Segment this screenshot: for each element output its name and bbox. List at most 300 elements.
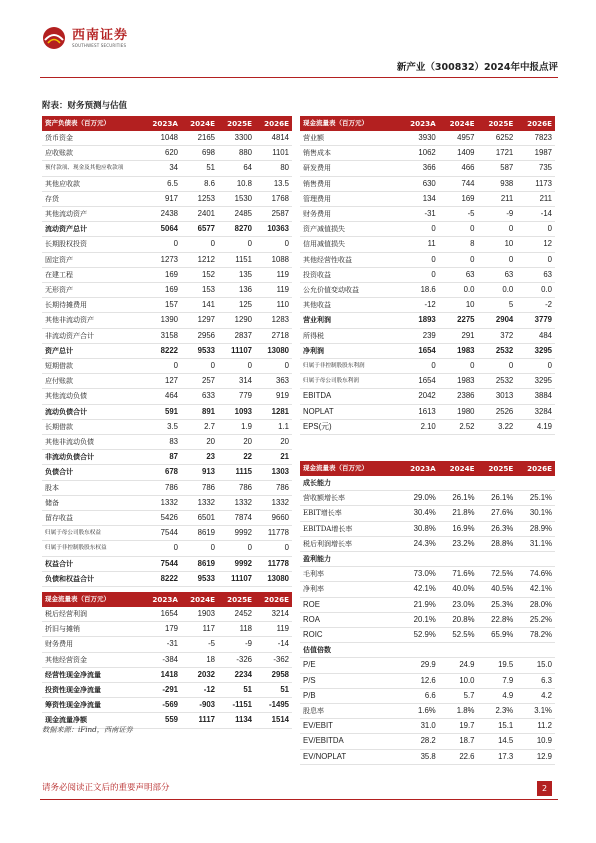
cell-value: 1297 (197, 315, 215, 325)
cell-value: 464 (164, 391, 178, 401)
cell-value: 2526 (495, 406, 514, 416)
cell-value: 117 (202, 624, 215, 634)
cell-value: 0 (173, 361, 178, 371)
table-title: 现金流量表（百万元） (42, 592, 144, 607)
row-label: 销售费用 (303, 179, 331, 188)
table-row (300, 582, 555, 597)
report-title: 新产业（300832）2024年中报点评 (396, 62, 558, 73)
balance-sheet-table (42, 116, 292, 587)
row-label: 非流动负债合计 (45, 452, 94, 462)
year-header: 2026E (255, 116, 292, 131)
cell-value: 919 (275, 391, 289, 401)
cell-value: 0 (431, 254, 436, 264)
row-label: 无形资产 (45, 286, 73, 295)
cell-value: 2.52 (459, 421, 475, 431)
table-row (300, 734, 555, 749)
cell-value: 4.2 (541, 690, 552, 700)
cell-value: 4957 (457, 133, 475, 142)
cell-value: 2032 (197, 669, 215, 679)
table-row (300, 521, 555, 536)
cell-value: 1117 (198, 715, 215, 725)
row-label: 筹资性现金净流量 (45, 700, 101, 710)
row-label: 管理费用 (303, 194, 331, 203)
cell-value: 11107 (231, 573, 252, 583)
cell-value: 211 (539, 193, 552, 203)
cell-value: 3884 (534, 391, 552, 401)
row-label: 流动负债合计 (45, 406, 87, 416)
cell-value: 2438 (160, 209, 178, 219)
row-label: 股本 (45, 483, 59, 492)
cell-value: 169 (164, 285, 178, 295)
cell-value: 1332 (197, 497, 215, 507)
cell-value (516, 643, 555, 658)
table-row (300, 688, 555, 703)
cell-value: -31 (166, 639, 178, 649)
cell-value: 1983 (457, 345, 475, 355)
cell-value: -291 (162, 685, 178, 695)
cell-value: 786 (275, 482, 289, 492)
cell-value: 8222 (160, 345, 178, 355)
table-row (42, 480, 292, 495)
year-header: 2024E (181, 592, 218, 607)
row-label: 资产减值损失 (303, 225, 345, 234)
cell-value: 1332 (160, 497, 178, 507)
cell-value: 3158 (160, 330, 178, 340)
table-row (300, 176, 555, 191)
cell-value: 0 (470, 224, 475, 234)
table-row (42, 556, 292, 571)
cell-value: 6577 (197, 224, 215, 234)
cell-value: 28.2 (420, 736, 436, 746)
table-row (300, 552, 555, 567)
cell-value: 51 (243, 685, 252, 695)
row-label: 估值倍数 (303, 645, 331, 655)
cell-value: 26.3% (491, 523, 514, 533)
cell-value: 25.3% (491, 599, 514, 609)
cell-value: 64 (243, 163, 252, 173)
row-label: 负债合计 (45, 467, 73, 477)
year-header: 2023A (144, 592, 181, 607)
cell-value: 2904 (495, 315, 514, 325)
cell-value: -14 (540, 209, 552, 219)
cell-value: 3.22 (498, 421, 514, 431)
cell-value: -569 (162, 700, 178, 710)
cell-value: 1654 (418, 345, 436, 355)
table-row (300, 313, 555, 328)
table-row (300, 328, 555, 343)
table-row (42, 404, 292, 419)
cell-value: -12 (203, 685, 215, 695)
cell-value (516, 552, 555, 567)
cell-value: 786 (201, 482, 215, 492)
cell-value: 7544 (160, 558, 178, 568)
row-label: 归属于母公司股东利润 (303, 378, 359, 385)
cell-value: 15.1 (498, 721, 514, 731)
cell-value: 153 (201, 285, 215, 295)
cell-value: 1115 (235, 467, 252, 477)
row-label: 经营性现金净流量 (45, 669, 101, 679)
table-header-row (300, 116, 555, 131)
cell-value: 2.7 (204, 421, 215, 431)
table-row (42, 222, 292, 237)
table-row (42, 313, 292, 328)
cell-value: 1903 (197, 609, 215, 618)
cell-value: 3930 (418, 133, 436, 142)
cell-value: 0 (173, 543, 178, 553)
cell-value: 1173 (535, 178, 552, 188)
cell-value: 2165 (197, 133, 215, 142)
cell-value (400, 476, 439, 491)
footer-divider (40, 799, 558, 800)
cell-value: 3.1% (534, 706, 552, 716)
cell-value: 0 (431, 361, 436, 371)
cell-value: 19.5 (498, 660, 514, 670)
cell-value: 7823 (534, 133, 552, 142)
cell-value: 1332 (234, 497, 252, 507)
cell-value: 20 (280, 437, 289, 447)
year-header: 2026E (255, 592, 292, 607)
cell-value: 8270 (234, 224, 252, 234)
cell-value: 620 (164, 148, 178, 158)
row-label: 其他收益 (303, 301, 331, 310)
cell-value: 744 (461, 178, 475, 188)
cell-value: 20 (206, 437, 215, 447)
cell-value: 28.0% (529, 599, 552, 609)
cell-value: 1987 (534, 148, 552, 158)
cell-value: 7.9 (502, 675, 514, 685)
cell-value (516, 476, 555, 491)
row-label: 归属于非控制股股东权益 (45, 545, 107, 552)
brand-logo (40, 26, 128, 50)
cell-value: 1654 (418, 376, 436, 386)
row-label: 营收额增长率 (303, 494, 345, 503)
cell-value: 3295 (534, 345, 552, 355)
cell-value: 2234 (234, 669, 252, 679)
cell-value: 1768 (271, 193, 289, 203)
row-label: 现金流量净额 (45, 715, 87, 725)
row-label: 长期借款 (45, 422, 73, 431)
row-label: EBITDA (303, 391, 332, 401)
cell-value: 134 (422, 193, 436, 203)
cell-value: 18.6 (420, 285, 436, 295)
brand-emblem-icon (40, 26, 68, 50)
table-row (300, 146, 555, 161)
cell-value: 3300 (234, 133, 252, 142)
cell-value: 1281 (271, 406, 289, 416)
row-label: 应收账款 (45, 149, 73, 158)
cell-value: 110 (276, 300, 289, 310)
cell-value: 1514 (271, 715, 289, 725)
row-label: P/B (303, 690, 316, 700)
table-row (300, 343, 555, 358)
table-row (42, 465, 292, 480)
cell-value: -14 (277, 639, 289, 649)
row-label: 投资性现金净流量 (45, 685, 101, 695)
cell-value: 83 (169, 437, 178, 447)
table-row (300, 719, 555, 734)
cell-value: 35.8 (420, 751, 436, 761)
cell-value: 2.10 (420, 421, 436, 431)
cell-value: 0 (284, 361, 289, 371)
row-label: ROIC (303, 630, 323, 640)
row-label: 其他经营性收益 (303, 255, 352, 264)
table-row (42, 328, 292, 343)
cell-value: 26.1% (491, 493, 514, 503)
table-row (300, 359, 555, 374)
cell-value: 13080 (267, 345, 289, 355)
cell-value: 136 (238, 285, 252, 295)
row-label: 负债和权益合计 (45, 573, 94, 583)
table-row (300, 374, 555, 389)
row-label: 其他流动资产 (45, 210, 87, 219)
cell-value: 0 (470, 254, 475, 264)
cell-value: 913 (201, 467, 215, 477)
cell-value: 1.1 (278, 421, 289, 431)
cell-value: 10 (504, 239, 514, 249)
cell-value: 0 (247, 239, 252, 249)
cell-value: 786 (238, 482, 252, 492)
table-header-row (42, 592, 292, 607)
table-row (300, 252, 555, 267)
table-row (300, 222, 555, 237)
page-header (40, 26, 558, 78)
table-row (42, 374, 292, 389)
cell-value: 4.9 (502, 690, 514, 700)
cell-value: 0 (210, 543, 215, 553)
row-label: 财务费用 (303, 210, 331, 219)
cell-value: 0 (508, 224, 514, 234)
source-note: 数据来源：iFind，西南证券 (42, 725, 133, 734)
cell-value: 559 (164, 715, 178, 725)
cell-value: 1530 (234, 193, 252, 203)
cell-value: 0.0 (463, 285, 475, 295)
cell-value (478, 643, 517, 658)
table-row (300, 131, 555, 146)
financial-ratios-table (300, 461, 555, 765)
cell-value: 12 (543, 239, 552, 249)
table-row (42, 191, 292, 206)
cell-value: 2956 (197, 330, 215, 340)
cell-value: 119 (276, 624, 289, 634)
row-label: 折旧与摊销 (45, 625, 80, 634)
cell-value: 23.2% (452, 538, 475, 548)
cell-value: 2532 (495, 376, 514, 386)
cell-value: 1721 (495, 148, 514, 158)
table-row (300, 298, 555, 313)
cell-value: 8619 (197, 558, 215, 568)
row-label: 研发费用 (303, 164, 331, 173)
cell-value: 678 (164, 467, 178, 477)
cell-value: 125 (238, 300, 252, 310)
brand-name: 西南证券 (72, 27, 129, 43)
row-label: 其他流动负债 (45, 392, 87, 401)
table-row (300, 658, 555, 673)
cell-value: 6501 (197, 513, 215, 523)
cell-value: 938 (500, 178, 514, 188)
row-label: ROE (303, 599, 320, 609)
cell-value: 0 (247, 543, 252, 553)
row-label: 营业额 (303, 134, 324, 142)
cell-value: 63 (465, 269, 475, 279)
row-label: 信用减值损失 (303, 240, 345, 249)
cell-value (400, 552, 439, 567)
table-row (42, 607, 292, 622)
table-row (42, 146, 292, 161)
cell-value: 40.5% (491, 584, 514, 594)
cell-value: 135 (238, 269, 252, 279)
cell-value: 1088 (271, 254, 289, 264)
cell-value: 3295 (534, 376, 552, 386)
table-row (42, 237, 292, 252)
cell-value: 484 (538, 330, 552, 340)
cell-value: 0 (284, 239, 289, 249)
row-label: ROA (303, 614, 320, 624)
table-row (300, 704, 555, 719)
cell-value: 587 (500, 163, 514, 173)
cashflow-table (42, 592, 292, 729)
cell-value: 9660 (271, 513, 289, 523)
year-header: 2023A (400, 116, 439, 131)
cell-value: 1062 (418, 148, 436, 158)
cell-value: 2718 (271, 330, 289, 340)
cell-value: 12.6 (420, 675, 436, 685)
table-header-row (42, 116, 292, 131)
cell-value: 1332 (271, 497, 289, 507)
row-label: 储备 (45, 498, 59, 507)
row-label: 净利润 (303, 345, 324, 355)
table-row (42, 343, 292, 358)
cell-value: 24.9 (459, 660, 475, 670)
row-label: EV/NOPLAT (303, 751, 347, 761)
cell-value: 2275 (457, 315, 475, 325)
table-row (42, 435, 292, 450)
cell-value: 119 (276, 285, 289, 295)
cell-value: 880 (238, 148, 252, 158)
cell-value: 3284 (534, 406, 552, 416)
table-row (42, 131, 292, 146)
table-row (42, 207, 292, 222)
row-label: 预付款项、现金及其他应收款项 (45, 165, 124, 172)
year-header: 2025E (218, 116, 255, 131)
cell-value: 169 (461, 193, 475, 203)
section-title: 附表：财务预测与估值 (42, 101, 128, 111)
table-row (42, 450, 292, 465)
cell-value: 3779 (534, 315, 552, 325)
table-row (42, 389, 292, 404)
table-row (42, 637, 292, 652)
table-row (300, 191, 555, 206)
cell-value: 1212 (197, 254, 215, 264)
table-row (300, 404, 555, 419)
cell-value: 2386 (457, 391, 475, 401)
row-label: 留存收益 (45, 514, 73, 523)
row-label: EV/EBIT (303, 721, 333, 731)
row-label: 非流动资产合计 (45, 331, 94, 340)
year-header: 2026E (516, 116, 555, 131)
table-row (300, 476, 555, 491)
row-label: 流动资产总计 (45, 224, 87, 234)
cell-value: 211 (500, 193, 514, 203)
cell-value: 0 (210, 239, 215, 249)
table-row (300, 389, 555, 404)
cell-value: 1980 (457, 406, 475, 416)
table-row (300, 567, 555, 582)
cell-value: -9 (245, 639, 252, 649)
row-label: 长期待摊费用 (45, 301, 87, 310)
row-label: 权益合计 (45, 558, 73, 568)
cell-value: 3214 (271, 609, 289, 618)
cell-value: 14.5 (498, 736, 514, 746)
cell-value: 735 (538, 163, 552, 173)
row-label: 税后经营利润 (45, 610, 87, 618)
cell-value: 1893 (418, 315, 436, 325)
cell-value: 2485 (234, 209, 252, 219)
cell-value: 29.9 (420, 660, 436, 670)
cell-value: 1303 (271, 467, 289, 477)
cell-value: 74.6% (529, 569, 552, 579)
cell-value: 24.3% (413, 538, 436, 548)
cell-value: 0 (508, 361, 514, 371)
cell-value: 11107 (231, 345, 252, 355)
cell-value: 19.7 (459, 721, 475, 731)
row-label: 其他非流动资产 (45, 316, 94, 325)
cell-value: 0.0 (502, 285, 514, 295)
cell-value: 1101 (272, 148, 289, 158)
cell-value (400, 643, 439, 658)
cell-value: 10.9 (536, 736, 552, 746)
row-label: 其他非流动负债 (45, 438, 94, 447)
cell-value: 7544 (160, 528, 178, 538)
cell-value (478, 552, 517, 567)
row-label: 盈利能力 (303, 554, 331, 564)
row-label: NOPLAT (303, 406, 334, 416)
cell-value: 11.2 (537, 721, 552, 731)
cell-value (478, 476, 517, 491)
cell-value: 52.9% (413, 630, 436, 640)
cell-value: 917 (164, 193, 178, 203)
cell-value: 22.6 (459, 751, 475, 761)
table-row (300, 237, 555, 252)
cell-value: 3.5 (167, 421, 178, 431)
row-label: P/S (303, 675, 316, 685)
row-label: 其他应收款 (45, 179, 80, 188)
table-row (42, 622, 292, 637)
cell-value: 1273 (160, 254, 178, 264)
row-label: 税后利润增长率 (303, 539, 352, 548)
cell-value: 27.6% (491, 508, 514, 518)
cell-value: -2 (545, 300, 552, 310)
cell-value: 71.6% (452, 569, 475, 579)
cell-value: 633 (201, 391, 215, 401)
cell-value: 28.8% (491, 538, 514, 548)
cell-value: 23.0% (452, 599, 475, 609)
cell-value: 10.8 (236, 178, 252, 188)
cell-value: 3013 (495, 391, 514, 401)
cell-value: 779 (238, 391, 252, 401)
cell-value: 2837 (234, 330, 252, 340)
cell-value: 9533 (197, 345, 215, 355)
table-row (300, 161, 555, 176)
cell-value: -31 (424, 209, 436, 219)
cell-value: 10.0 (459, 675, 475, 685)
table-row (42, 161, 292, 176)
cell-value: 1048 (160, 133, 178, 142)
cell-value: 1093 (234, 406, 252, 416)
cell-value: 42.1% (529, 584, 552, 594)
table-row (42, 526, 292, 541)
cell-value: 15.0 (536, 660, 552, 670)
table-row (42, 541, 292, 556)
